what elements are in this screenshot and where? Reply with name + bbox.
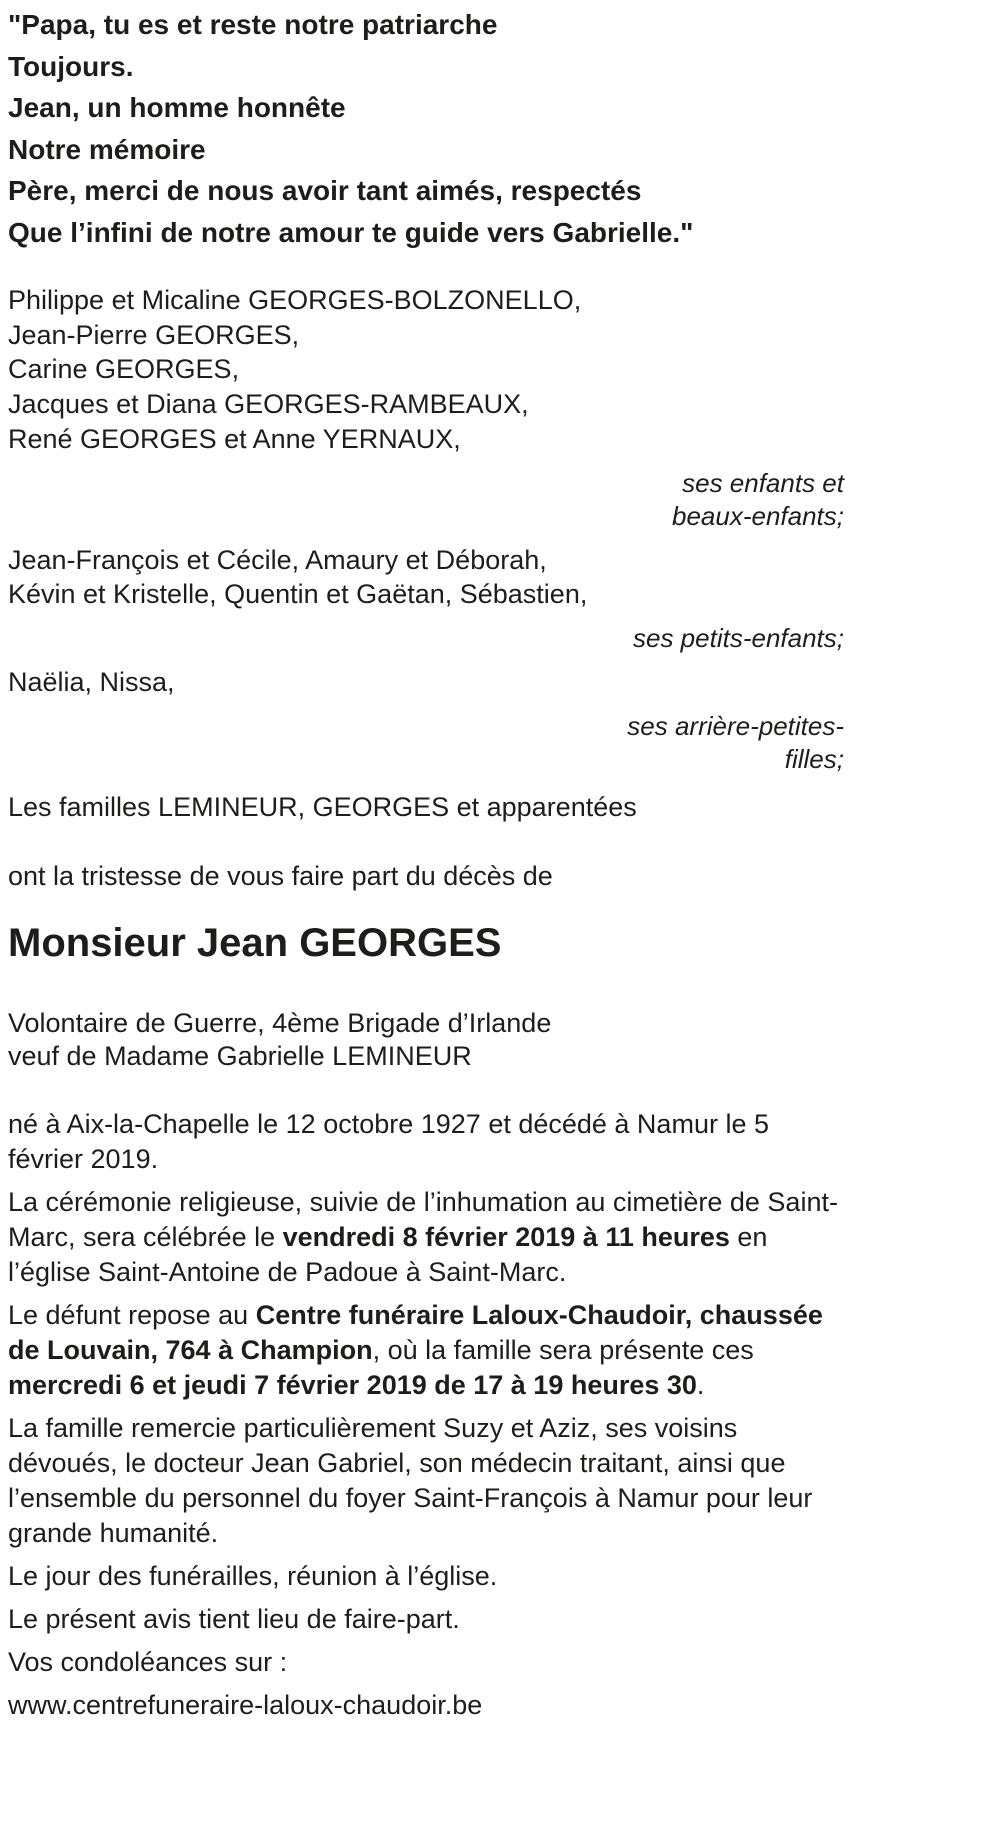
announcement-line: ont la tristesse de vous faire part du décès de: [8, 860, 553, 891]
ceremony-text: La cérémonie religieuse, suivie de l’inhumation au cimetière de Saint-Marc, sera célébrée le: [8, 1186, 838, 1252]
role-label-line: filles;: [784, 743, 844, 774]
paragraph-notice: Le présent avis tient lieu de faire-part.: [8, 1603, 460, 1634]
repose-text: , où la famille sera présente ces: [372, 1334, 754, 1365]
deceased-title-line: Volontaire de Guerre, 4ème Brigade d’Irlande: [8, 1007, 552, 1038]
great-grandchildren-names: [8, 665, 844, 700]
family-name-line: Kévin et Kristelle, Quentin et Gaëtan, Sébastien,: [8, 579, 588, 610]
family-name-line: Jacques et Diana GEORGES-RAMBEAUX,: [8, 389, 529, 420]
great-grandchildren-role-label: [8, 710, 844, 776]
quote-line: Que l’infini de notre amour te guide vers Gabrielle.": [8, 216, 694, 248]
family-name-line: Naëlia, Nissa,: [8, 666, 175, 697]
deceased-name: Monsieur Jean GEORGES: [8, 920, 502, 965]
ceremony-text: en l’église Saint-Antoine de Padoue à Saint-Marc.: [8, 1221, 768, 1287]
quote-line: "Papa, tu es et reste notre patriarche: [8, 9, 498, 40]
quote-section: [8, 4, 844, 253]
family-section: [8, 283, 844, 825]
related-families-line: Les familles LEMINEUR, GEORGES et apparentées: [8, 791, 637, 822]
paragraph-reunion: Le jour des funérailles, réunion à l’église.: [8, 1560, 498, 1591]
role-label-line: ses petits-enfants;: [633, 622, 844, 653]
family-name-line: Carine GEORGES,: [8, 354, 240, 385]
paragraph-repose: [8, 1298, 844, 1403]
paragraph-ceremony: [8, 1185, 844, 1290]
family-name-line: Philippe et Micaline GEORGES-BOLZONELLO,: [8, 285, 582, 315]
role-label-line: ses enfants et: [682, 467, 844, 498]
repose-text: .: [696, 1369, 705, 1400]
quote-line: Jean, un homme honnête: [8, 92, 346, 123]
role-label-line: ses arrière-petites-: [627, 710, 844, 741]
children-names: [8, 283, 844, 457]
ceremony-date-bold: vendredi 8 février 2019 à 11 heures: [282, 1221, 730, 1252]
paragraph-birth-death: né à Aix-la-Chapelle le 12 octobre 1927 et décédé à Namur le 5 février 2019.: [8, 1108, 769, 1174]
quote-line: Toujours.: [8, 50, 134, 82]
paragraph-thanks: La famille remercie particulièrement Suzy et Aziz, ses voisins dévoués, le docteur Jean Gabriel, son médecin traitant, ainsi que l’ensemble du personnel du foyer Saint-François à Namur pour leur grande humanité.: [8, 1412, 813, 1548]
family-name-line: Jean-Pierre GEORGES,: [8, 319, 300, 350]
deceased-titles: [8, 1007, 844, 1073]
quote-line: Père, merci de nous avoir tant aimés, respectés: [8, 175, 642, 206]
visiting-hours-bold: mercredi 6 et jeudi 7 février 2019 de 17 à 19 heures 30: [8, 1369, 697, 1400]
grandchildren-names: [8, 543, 844, 612]
grandchildren-role-label: [8, 622, 844, 655]
repose-text: Le défunt repose au: [8, 1299, 256, 1330]
details-section: [8, 1107, 844, 1723]
role-label-line: beaux-enfants;: [671, 500, 844, 531]
family-name-line: René GEORGES et Anne YERNAUX,: [8, 423, 461, 454]
family-name-line: Jean-François et Cécile, Amaury et Déborah,: [8, 544, 547, 575]
obituary-document: [8, 0, 844, 1723]
children-role-label: [8, 467, 844, 533]
paragraph-condolences: Vos condoléances sur :: [8, 1646, 288, 1677]
quote-line: Notre mémoire: [8, 133, 206, 165]
deceased-title-line: veuf de Madame Gabrielle LEMINEUR: [8, 1040, 472, 1071]
condolences-website-link[interactable]: www.centrefuneraire-laloux-chaudoir.be: [8, 1689, 483, 1720]
funeral-home-bold: Centre funéraire Laloux-Chaudoir, chaussée de Louvain, 764 à Champion: [8, 1299, 823, 1365]
